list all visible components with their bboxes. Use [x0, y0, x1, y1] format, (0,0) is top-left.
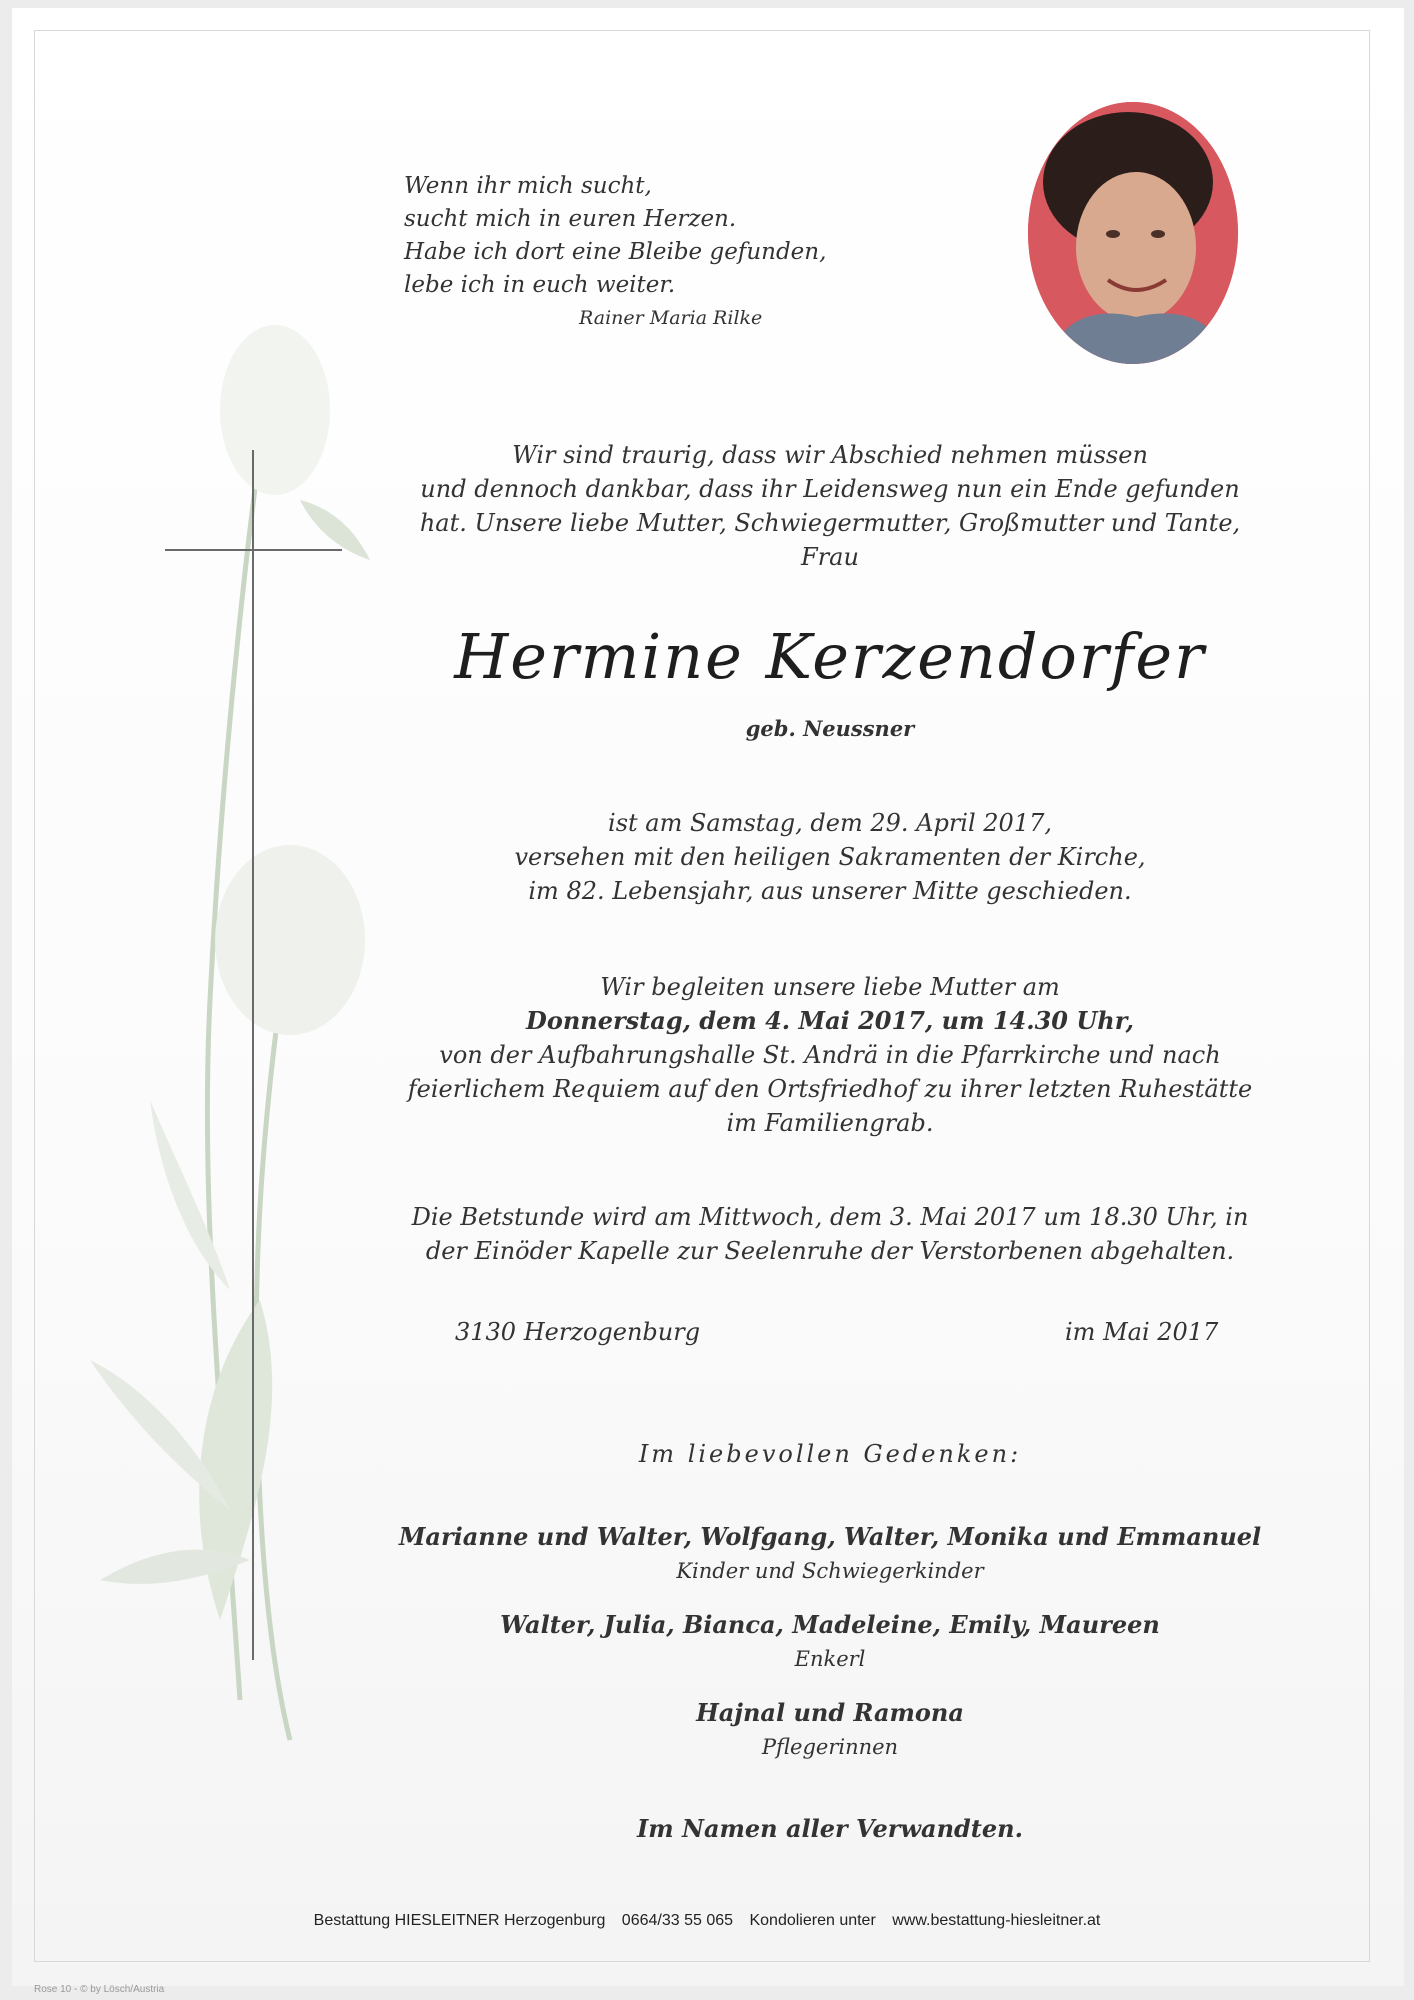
mourner-relation: Kinder und Schwiegerkinder — [676, 1559, 984, 1583]
funeral-line: im Familiengrab. — [726, 1109, 934, 1137]
funeral-line: Wir begleiten unsere liebe Mutter am — [600, 973, 1060, 1001]
intro-line: hat. Unsere liebe Mutter, Schwiegermutter, Großmutter und Tante, — [419, 509, 1241, 537]
prayer-line: der Einöder Kapelle zur Seelenruhe der Verstorbenen abgehalten. — [425, 1237, 1235, 1265]
death-line: ist am Samstag, dem 29. April 2017, — [608, 809, 1052, 837]
mourner-group — [380, 1608, 1280, 1676]
memory-heading: Im liebevollen Gedenken: — [638, 1440, 1022, 1468]
poem — [404, 170, 826, 335]
prayer-text — [380, 1200, 1280, 1268]
footer-condolence: Kondolieren unter — [749, 1912, 876, 1929]
intro-line: Wir sind traurig, dass wir Abschied nehmen müssen — [512, 441, 1148, 469]
intro-line: und dennoch dankbar, dass ihr Leidensweg nun ein Ende gefunden — [420, 475, 1240, 503]
poem-line: sucht mich in euren Herzen. — [404, 206, 737, 232]
funeral-line: feierlichem Requiem auf den Ortsfriedhof zu ihrer letzten Ruhestätte — [407, 1075, 1253, 1103]
prayer-line: Die Betstunde wird am Mittwoch, dem 3. Mai 2017 um 18.30 Uhr, in — [411, 1203, 1249, 1231]
cross-horizontal — [165, 549, 342, 551]
poem-author: Rainer Maria Rilke — [579, 307, 763, 329]
mourner-names: Marianne und Walter, Wolfgang, Walter, Monika und Emmanuel — [398, 1522, 1262, 1551]
mourner-group — [380, 1696, 1280, 1764]
mourner-group — [380, 1520, 1280, 1588]
death-line: versehen mit den heiligen Sakramenten der Kirche, — [514, 843, 1146, 871]
footer-phone: 0664/33 55 065 — [621, 1912, 734, 1929]
poem-line: lebe ich in euch weiter. — [404, 272, 676, 298]
birth-name: geb. Neussner — [745, 716, 915, 741]
rose-illustration — [60, 300, 420, 1750]
mourner-relation: Enkerl — [794, 1647, 866, 1671]
date: im Mai 2017 — [1065, 1318, 1219, 1346]
mourner-names: Walter, Julia, Bianca, Madeleine, Emily, Maureen — [500, 1610, 1160, 1639]
poem-line: Wenn ihr mich sucht, — [404, 173, 652, 199]
death-line: im 82. Lebensjahr, aus unserer Mitte geschieden. — [528, 877, 1132, 905]
death-text — [380, 806, 1280, 908]
footer-website-link[interactable]: www.bestattung-hiesleitner.at — [892, 1912, 1101, 1929]
funeral-text — [380, 970, 1280, 1140]
funeral-line: von der Aufbahrungshalle St. Andrä in die Pfarrkirche und nach — [439, 1041, 1221, 1069]
intro-line: Frau — [801, 543, 859, 571]
intro-text — [380, 438, 1280, 574]
cross-vertical — [252, 450, 254, 1660]
funeral-date: Donnerstag, dem 4. Mai 2017, um 14.30 Uhr, — [526, 1006, 1134, 1035]
closing-line: Im Namen aller Verwandten. — [637, 1814, 1023, 1843]
place: 3130 Herzogenburg — [455, 1318, 701, 1346]
deceased-name: Hermine Kerzendorfer — [454, 620, 1206, 693]
mourner-names: Hajnal und Ramona — [696, 1698, 964, 1727]
portrait-photo — [1028, 102, 1238, 364]
image-credit: Rose 10 - © by Lösch/Austria — [34, 1984, 165, 1995]
mourner-relation: Pflegerinnen — [761, 1735, 899, 1759]
footer — [0, 1912, 1414, 1930]
poem-line: Habe ich dort eine Bleibe gefunden, — [404, 239, 827, 265]
footer-company: Bestattung HIESLEITNER Herzogenburg — [313, 1912, 606, 1929]
